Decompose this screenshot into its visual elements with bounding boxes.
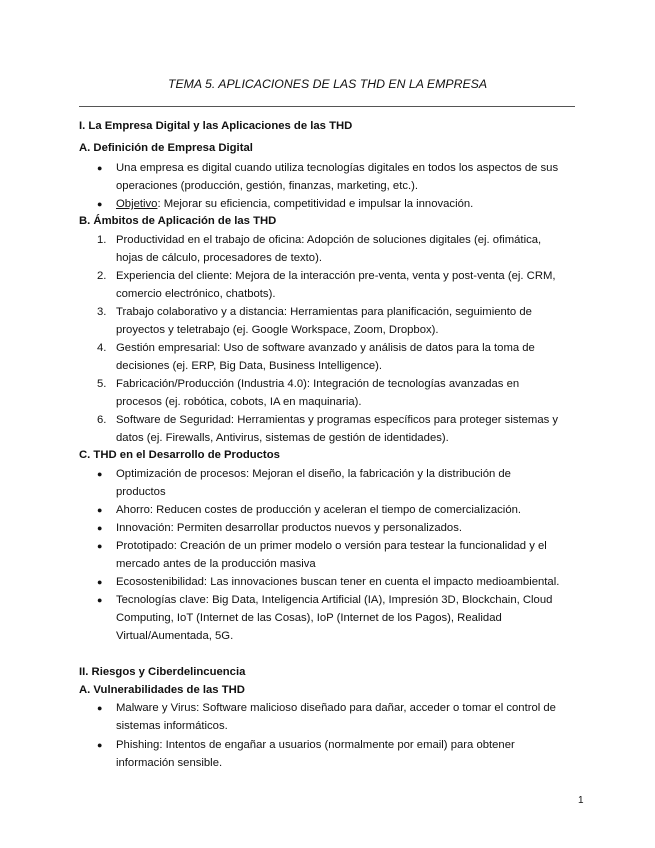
bullet-icon: ●: [97, 703, 103, 713]
list-item-continuation: decisiones (ej. ERP, Big Data, Business Intelligence).: [116, 360, 383, 372]
section-heading: I. La Empresa Digital y las Aplicaciones de las THD: [79, 120, 353, 132]
subsection-heading: C. THD en el Desarrollo de Productos: [79, 449, 280, 461]
bullet-icon: ●: [97, 523, 103, 533]
list-item-continuation: procesos (ej. robótica, cobots, IA en maquinaria).: [116, 396, 362, 408]
list-item-continuation: sistemas informáticos.: [116, 720, 228, 732]
bullet-icon: ●: [97, 577, 103, 587]
list-item: Una empresa es digital cuando utiliza tecnologías digitales en todos los aspectos de sus: [116, 162, 559, 174]
list-item: Experiencia del cliente: Mejora de la interacción pre-venta, venta y post-venta (ej. CRM,: [116, 270, 556, 282]
list-item-continuation: mercado antes de la producción masiva: [116, 558, 316, 570]
list-item: Tecnologías clave: Big Data, Inteligencia Artificial (IA), Impresión 3D, Blockchain, Cloud: [116, 594, 553, 606]
list-number: 1.: [97, 234, 107, 246]
bullet-icon: ●: [97, 505, 103, 515]
list-item-continuation: datos (ej. Firewalls, Antivirus, sistemas de gestión de identidades).: [116, 432, 449, 444]
bullet-icon: ●: [97, 595, 103, 605]
page-number: 1: [578, 795, 584, 806]
list-item-continuation: información sensible.: [116, 757, 223, 769]
bullet-icon: ●: [97, 199, 103, 209]
list-item: Gestión empresarial: Uso de software avanzado y análisis de datos para la toma de: [116, 342, 535, 354]
list-item: Productividad en el trabajo de oficina: Adopción de soluciones digitales (ej. ofimática,: [116, 234, 542, 246]
list-item-continuation: operaciones (producción, gestión, finanzas, marketing, etc.).: [116, 180, 419, 192]
bullet-icon: ●: [97, 740, 103, 750]
subsection-heading: A. Vulnerabilidades de las THD: [79, 684, 245, 696]
list-number: 2.: [97, 270, 107, 282]
objective-text: : Mejorar su eficiencia, competitividad e impulsar la innovación.: [157, 198, 474, 210]
list-item-continuation: productos: [116, 486, 166, 498]
list-number: 6.: [97, 414, 107, 426]
list-item-continuation: comercio electrónico, chatbots).: [116, 288, 276, 300]
subsection-heading: A. Definición de Empresa Digital: [79, 142, 253, 154]
list-item: Phishing: Intentos de engañar a usuarios (normalmente por email) para obtener: [116, 739, 515, 751]
bullet-icon: ●: [97, 541, 103, 551]
title-divider: [79, 106, 575, 107]
list-item: Trabajo colaborativo y a distancia: Herramientas para planificación, seguimiento de: [116, 306, 532, 318]
list-item: Software de Seguridad: Herramientas y programas específicos para proteger sistemas y: [116, 414, 559, 426]
section-heading: II. Riesgos y Ciberdelincuencia: [79, 666, 246, 678]
list-number: 5.: [97, 378, 107, 390]
list-item-continuation: Virtual/Aumentada, 5G.: [116, 630, 234, 642]
bullet-icon: ●: [97, 469, 103, 479]
list-item-continuation: hojas de cálculo, procesadores de texto).: [116, 252, 322, 264]
bullet-icon: ●: [97, 163, 103, 173]
list-item-continuation: Computing, IoT (Internet de las Cosas), IoP (Internet de los Pagos), Realidad: [116, 612, 502, 624]
list-item: Fabricación/Producción (Industria 4.0): Integración de tecnologías avanzadas en: [116, 378, 520, 390]
list-number: 4.: [97, 342, 107, 354]
list-number: 3.: [97, 306, 107, 318]
list-item: Innovación: Permiten desarrollar productos nuevos y personalizados.: [116, 522, 463, 534]
list-item: Prototipado: Creación de un primer modelo o versión para testear la funcionalidad y el: [116, 540, 547, 552]
list-item: [116, 197, 473, 211]
list-item: Malware y Virus: Software malicioso diseñado para dañar, acceder o tomar el control de: [116, 702, 556, 714]
document-title: TEMA 5. APLICACIONES DE LAS THD EN LA EMPRESA: [167, 77, 488, 91]
subsection-heading: B. Ámbitos de Aplicación de las THD: [79, 215, 277, 227]
list-item: Ecosostenibilidad: Las innovaciones buscan tener en cuenta el impacto medioambiental.: [116, 576, 560, 588]
list-item: Optimización de procesos: Mejoran el diseño, la fabricación y la distribución de: [116, 468, 511, 480]
list-item-continuation: proyectos y teletrabajo (ej. Google Workspace, Zoom, Dropbox).: [116, 324, 439, 336]
list-item: Ahorro: Reducen costes de producción y aceleran el tiempo de comercialización.: [116, 504, 522, 516]
objective-label: Objetivo: [116, 198, 158, 210]
